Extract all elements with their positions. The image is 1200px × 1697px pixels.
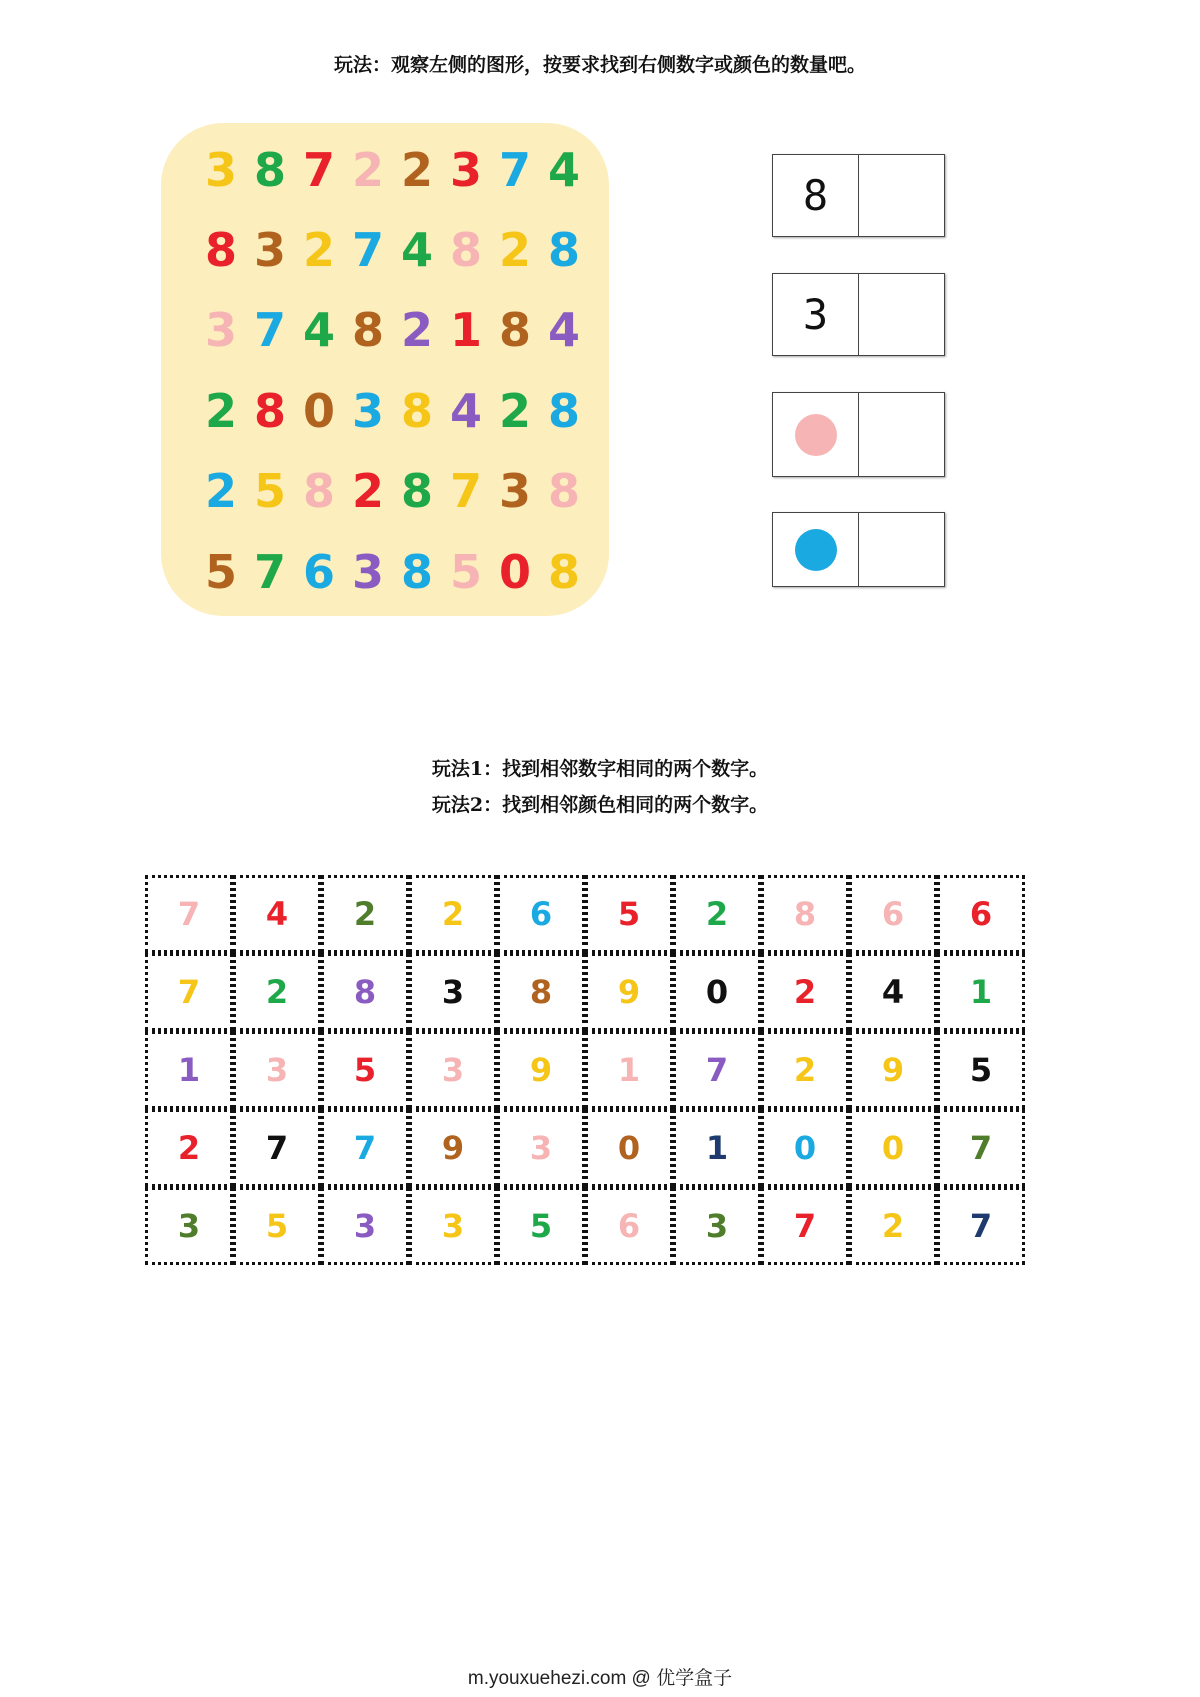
answer-prompt [773, 513, 859, 586]
grid-cell[interactable]: 7 [937, 1109, 1025, 1187]
puzzle-digit: 8 [302, 464, 335, 518]
instruction-top: 玩法：观察左侧的图形，按要求找到右侧数字或颜色的数量吧。 [333, 54, 866, 76]
grid-cell[interactable]: 5 [585, 875, 673, 953]
grid-cell[interactable]: 2 [145, 1109, 233, 1187]
prompt-digit: 3 [802, 290, 829, 339]
puzzle-digit: 3 [351, 545, 384, 599]
grid-cell[interactable]: 4 [233, 875, 321, 953]
instruction-play2: 玩法2：找到相邻颜色相同的两个数字。 [431, 794, 769, 816]
grid-cell[interactable]: 9 [409, 1109, 497, 1187]
grid-cell[interactable]: 2 [849, 1187, 937, 1265]
puzzle-digit: 8 [400, 384, 433, 438]
puzzle-digit: 0 [498, 545, 531, 599]
puzzle-digit: 3 [498, 464, 531, 518]
puzzle-digit: 2 [302, 223, 335, 277]
grid-cell[interactable]: 0 [761, 1109, 849, 1187]
puzzle-digit: 3 [204, 303, 237, 357]
puzzle-digit: 8 [400, 545, 433, 599]
puzzle-digit: 2 [351, 464, 384, 518]
puzzle-digit: 8 [547, 545, 580, 599]
puzzle-digit: 0 [302, 384, 335, 438]
puzzle-digit: 8 [253, 384, 286, 438]
puzzle-row [197, 461, 589, 521]
grid-cell[interactable]: 1 [145, 1031, 233, 1109]
grid-cell[interactable]: 0 [849, 1109, 937, 1187]
grid-cell[interactable]: 6 [497, 875, 585, 953]
puzzle-digit: 8 [449, 223, 482, 277]
grid-cell[interactable]: 7 [145, 953, 233, 1031]
puzzle-digit: 8 [498, 303, 531, 357]
grid-cell[interactable]: 7 [321, 1109, 409, 1187]
answer-box [772, 512, 945, 587]
grid-cell[interactable]: 7 [673, 1031, 761, 1109]
grid-cell[interactable]: 2 [321, 875, 409, 953]
grid-cell[interactable]: 2 [409, 875, 497, 953]
grid-cell[interactable]: 3 [409, 1031, 497, 1109]
puzzle-row [197, 140, 589, 200]
answer-box [772, 273, 945, 356]
puzzle-digit: 4 [302, 303, 335, 357]
puzzle-row [197, 300, 589, 360]
puzzle-digit: 4 [449, 384, 482, 438]
puzzle-digit: 2 [351, 143, 384, 197]
grid-cell[interactable]: 7 [233, 1109, 321, 1187]
grid-cell[interactable]: 5 [937, 1031, 1025, 1109]
puzzle-digit: 3 [253, 223, 286, 277]
puzzle-digit: 2 [204, 464, 237, 518]
puzzle-digit: 8 [547, 384, 580, 438]
instruction-play1: 玩法1：找到相邻数字相同的两个数字。 [431, 758, 769, 780]
puzzle-digit: 5 [204, 545, 237, 599]
grid-cell[interactable]: 3 [409, 953, 497, 1031]
puzzle-digit: 7 [253, 545, 286, 599]
answer-box [772, 154, 945, 237]
grid-cell[interactable]: 7 [761, 1187, 849, 1265]
grid-cell[interactable]: 3 [409, 1187, 497, 1265]
puzzle-digit: 8 [547, 464, 580, 518]
footer-credit: m.youxuehezi.com @ 优学盒子 [467, 1668, 733, 1689]
puzzle-digit: 6 [302, 545, 335, 599]
grid-cell[interactable]: 4 [849, 953, 937, 1031]
puzzle-digit: 7 [302, 143, 335, 197]
puzzle-digit: 3 [351, 384, 384, 438]
puzzle-digit: 8 [400, 464, 433, 518]
pink-color-dot-icon [795, 414, 837, 456]
answer-box [772, 392, 945, 477]
grid-cell[interactable]: 0 [673, 953, 761, 1031]
grid-cell[interactable]: 3 [497, 1109, 585, 1187]
prompt-digit: 8 [802, 171, 829, 220]
grid-cell[interactable]: 2 [233, 953, 321, 1031]
puzzle-digit: 7 [253, 303, 286, 357]
puzzle-digit: 8 [547, 223, 580, 277]
grid-cell[interactable]: 3 [321, 1187, 409, 1265]
puzzle-digit: 5 [253, 464, 286, 518]
grid-cell[interactable]: 1 [673, 1109, 761, 1187]
puzzle-digit: 4 [547, 303, 580, 357]
grid-cell[interactable]: 3 [233, 1031, 321, 1109]
puzzle-digit: 2 [498, 223, 531, 277]
puzzle-digit: 3 [449, 143, 482, 197]
grid-cell[interactable]: 7 [937, 1187, 1025, 1265]
answer-blank[interactable] [860, 393, 944, 476]
grid-cell[interactable]: 1 [937, 953, 1025, 1031]
grid-cell[interactable]: 1 [585, 1031, 673, 1109]
grid-cell[interactable]: 6 [937, 875, 1025, 953]
grid-cell[interactable]: 3 [145, 1187, 233, 1265]
answer-blank[interactable] [860, 513, 944, 586]
grid-cell[interactable]: 6 [585, 1187, 673, 1265]
puzzle-digit: 5 [449, 545, 482, 599]
number-puzzle-panel [161, 123, 609, 616]
grid-cell[interactable]: 5 [233, 1187, 321, 1265]
puzzle-digit: 7 [498, 143, 531, 197]
grid-cell[interactable]: 8 [321, 953, 409, 1031]
dotted-number-grid [145, 875, 1027, 1268]
puzzle-digit: 7 [449, 464, 482, 518]
answer-prompt [773, 155, 859, 236]
answer-blank[interactable] [860, 274, 944, 355]
grid-cell[interactable]: 9 [585, 953, 673, 1031]
grid-cell[interactable]: 5 [497, 1187, 585, 1265]
grid-cell[interactable]: 9 [849, 1031, 937, 1109]
puzzle-digit: 2 [400, 143, 433, 197]
puzzle-digit: 4 [547, 143, 580, 197]
puzzle-digit: 8 [351, 303, 384, 357]
puzzle-digit: 2 [498, 384, 531, 438]
grid-cell[interactable]: 6 [849, 875, 937, 953]
puzzle-digit: 2 [400, 303, 433, 357]
puzzle-digit: 1 [449, 303, 482, 357]
grid-cell[interactable]: 9 [497, 1031, 585, 1109]
grid-cell[interactable]: 7 [145, 875, 233, 953]
grid-cell[interactable]: 8 [761, 875, 849, 953]
grid-cell[interactable]: 5 [321, 1031, 409, 1109]
puzzle-digit: 2 [204, 384, 237, 438]
grid-cell[interactable]: 2 [761, 953, 849, 1031]
answer-prompt [773, 274, 859, 355]
puzzle-row [197, 220, 589, 280]
cyan-color-dot-icon [795, 529, 837, 571]
puzzle-row [197, 381, 589, 441]
puzzle-digit: 8 [204, 223, 237, 277]
answer-blank[interactable] [860, 155, 944, 236]
answer-prompt [773, 393, 859, 476]
puzzle-row [197, 542, 589, 602]
puzzle-digit: 3 [204, 143, 237, 197]
grid-cell[interactable]: 3 [673, 1187, 761, 1265]
grid-cell[interactable]: 0 [585, 1109, 673, 1187]
grid-cell[interactable]: 8 [497, 953, 585, 1031]
puzzle-digit: 4 [400, 223, 433, 277]
puzzle-digit: 7 [351, 223, 384, 277]
grid-cell[interactable]: 2 [761, 1031, 849, 1109]
grid-cell[interactable]: 2 [673, 875, 761, 953]
puzzle-digit: 8 [253, 143, 286, 197]
